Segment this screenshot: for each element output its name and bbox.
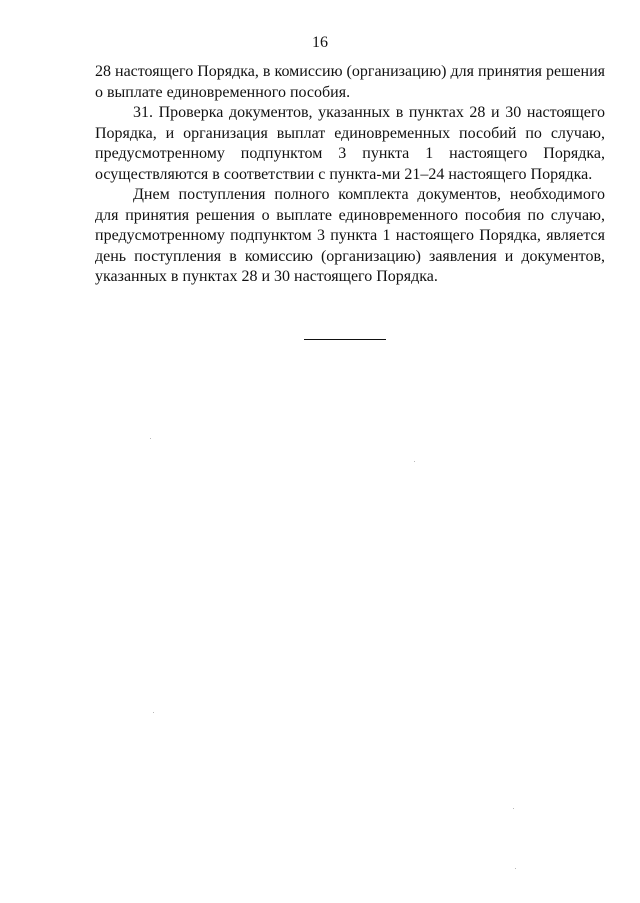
page-number: 16 bbox=[312, 34, 328, 51]
document-body bbox=[95, 62, 605, 288]
paragraph-receipt-date: Днем поступления полного комплекта документов, необходимого для принятия решения о выплате единовременного пособия по случаю, предусмотренному подпунктом 3 пункта 1 настоящего Порядка, является день поступления в комиссию (организацию) заявления и документов, указанных в пунктах 28 и 30 настоящего Порядка. bbox=[95, 186, 605, 285]
scan-speck bbox=[414, 461, 415, 462]
scan-speck bbox=[513, 808, 514, 809]
scan-speck bbox=[515, 868, 516, 869]
paragraph-continuation: 28 настоящего Порядка, в комиссию (организацию) для принятия решения о выплате единовременного пособия. bbox=[95, 63, 605, 101]
end-of-text-rule bbox=[304, 339, 386, 340]
scan-speck bbox=[153, 712, 154, 713]
paragraph-item-31: 31. Проверка документов, указанных в пунктах 28 и 30 настоящего Порядка, и организация выплат единовременных пособий по случаю, предусмотренному подпунктом 3 пункта 1 настоящего Порядка, осуществляются в соответствии с пункта-ми 21–24 настоящего Порядка. bbox=[95, 104, 605, 183]
scan-speck bbox=[150, 438, 151, 439]
